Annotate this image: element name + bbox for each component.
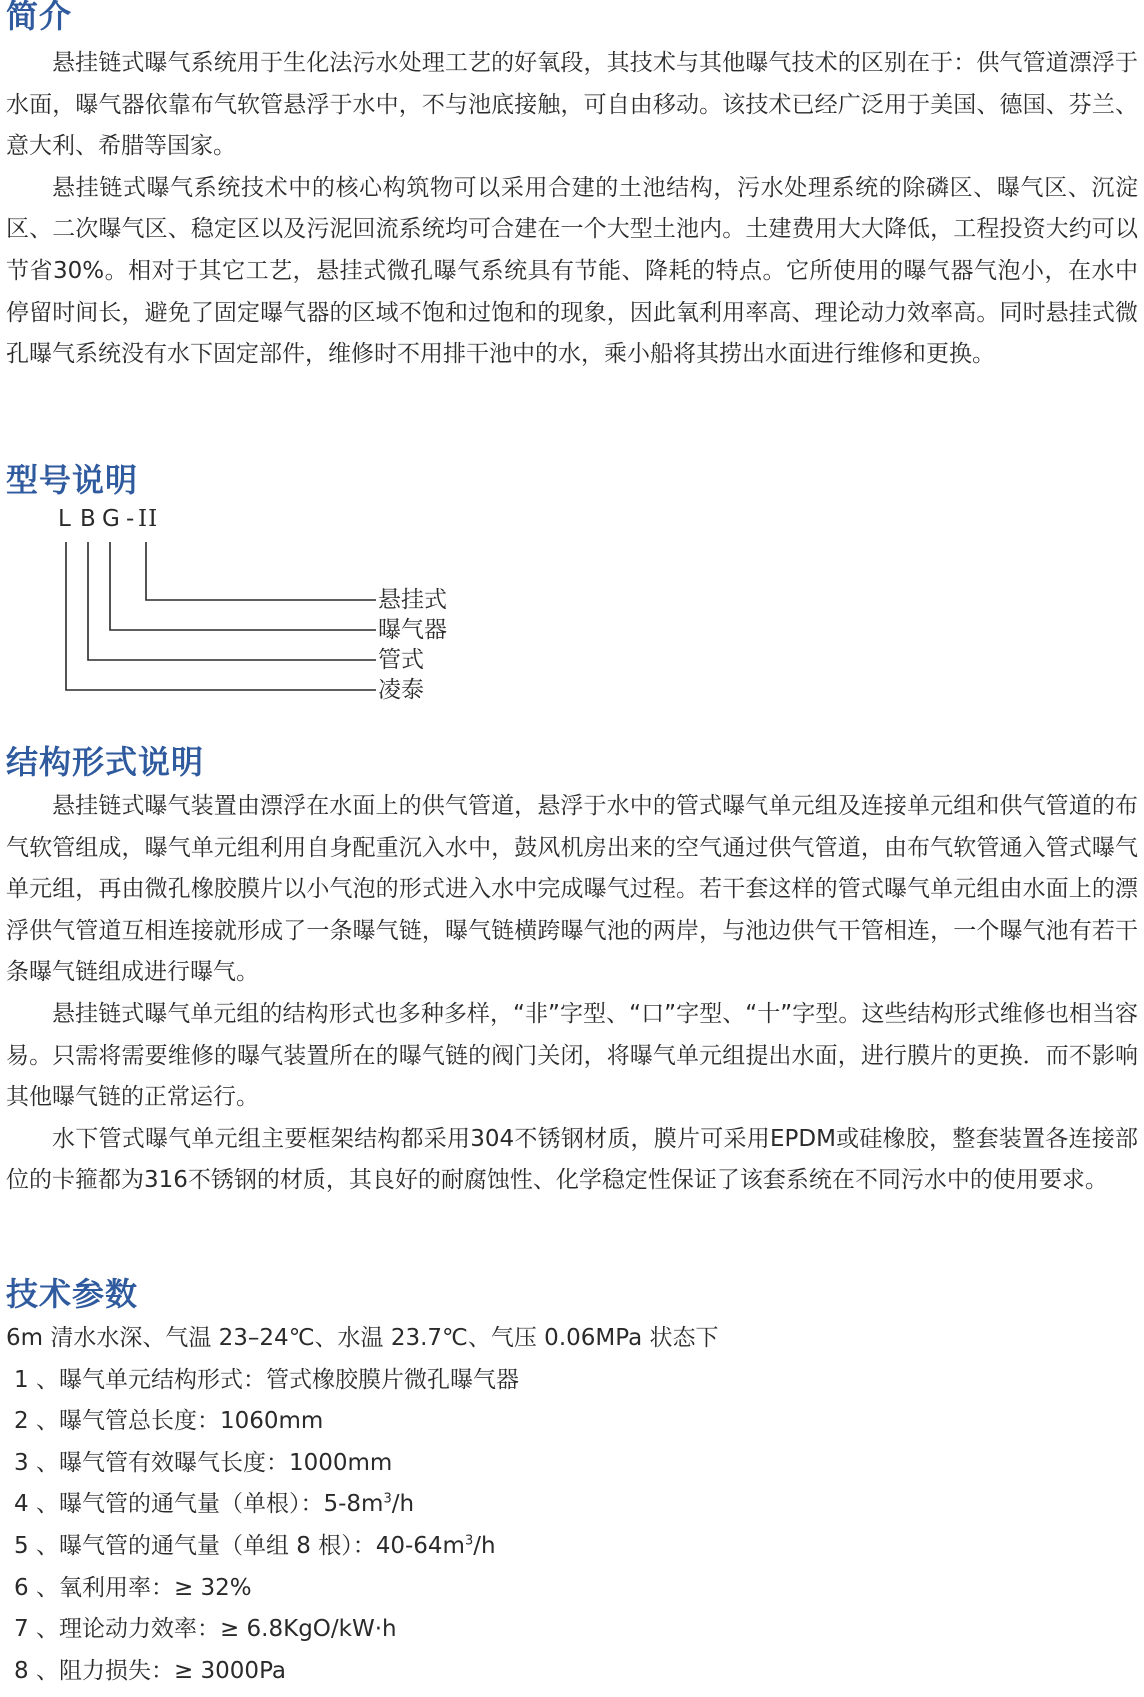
spec-item-unit-tail: /h [391,1491,415,1518]
specs-condition: 6m 清水水深、气温 23–24℃、水温 23.7℃、气压 0.06MPa 状态下 [6,1325,719,1351]
spec-item-label: 理论动力效率： [58,1616,220,1643]
structure-paragraph-1: 悬挂链式曝气装置由漂浮在水面上的供气管道，悬浮于水中的管式曝气单元组及连接单元组和供气管道的布气软管组成，曝气单元组利用自身配重沉入水中，鼓风机房出来的空气通过供气管道，由布气软管通入管式曝气单元组，再由微孔橡胶膜片以小气泡的形式进入水中完成曝气过程。若干套这样的管式曝气单元组由水面上的漂浮供气管道互相连接就形成了一条曝气链，曝气链横跨曝气池的两岸，与池边供气干管相连，一个曝气池有若干条曝气链组成进行曝气。 [6,793,1138,986]
spec-item-separator: 、 [28,1491,59,1518]
spec-item-separator: 、 [28,1449,59,1476]
spec-item-label: 曝气管总长度： [58,1408,220,1435]
spec-item-number: 2 [14,1408,29,1435]
section-title-model: 型号说明 [6,461,139,499]
section-intro [6,0,1138,376]
leader-line-suspended [146,542,376,600]
spec-item-number: 5 [14,1532,29,1559]
leader-line-aerator [110,542,376,630]
model-label-brand: 凌泰 [378,677,424,703]
spec-item-label: 曝气管的通气量（单组 8 根）： [58,1532,376,1559]
spec-item-value: 5-8m [323,1491,384,1518]
section-title-structure: 结构形式说明 [6,743,205,781]
spec-item [6,1443,1138,1485]
spec-item-separator: 、 [28,1366,59,1393]
spec-item-number: 6 [14,1574,29,1601]
spec-item-value: 1060mm [219,1408,324,1435]
spec-item-separator: 、 [28,1574,59,1601]
spec-item-separator: 、 [28,1408,59,1435]
spec-item-separator: 、 [28,1616,59,1643]
spec-item-label: 阻力损失： [58,1657,174,1684]
structure-paragraph-2: 悬挂链式曝气单元组的结构形式也多种多样，“非”字型、“口”字型、“十”字型。这些结构形式维修也相当容易。只需将需要维修的曝气装置所在的曝气链的阀门关闭，将曝气单元组提出水面，进行膜片的更换．而不影响其他曝气链的正常运行。 [6,1000,1138,1111]
model-code-letter-b: B [80,506,98,532]
spec-item-value: ≥ 32% [173,1574,252,1601]
spec-item [6,1651,1138,1693]
model-code-letter-l: L [58,506,73,532]
spec-item-separator: 、 [28,1657,59,1684]
section-specs [6,1274,1138,1692]
model-label-suspended: 悬挂式 [378,587,447,613]
leader-line-tube [88,542,376,660]
spec-list [6,1360,1138,1693]
spec-item [6,1401,1138,1443]
intro-paragraph-1: 悬挂链式曝气系统用于生化法污水处理工艺的好氧段，其技术与其他曝气技术的区别在于：供气管道漂浮于水面，曝气器依靠布气软管悬浮于水中，不与池底接触，可自由移动。该技术已经广泛用于美国、德国、芬兰、意大利、希腊等国家。 [6,50,1138,160]
spec-item-value: ≥ 3000Pa [173,1657,286,1684]
spec-item-label: 曝气管的通气量（单根）： [58,1491,324,1518]
spec-item [6,1568,1138,1610]
spec-item-number: 8 [14,1657,29,1684]
section-title-specs: 技术参数 [6,1275,139,1313]
spec-item-separator: 、 [28,1532,59,1559]
spec-item-number: 4 [14,1491,29,1518]
spec-item-number: 1 [14,1366,29,1393]
model-leader-lines [6,502,606,692]
intro-paragraph-2: 悬挂链式曝气系统技术中的核心构筑物可以采用合建的土池结构，污水处理系统的除磷区、曝气区、沉淀区、二次曝气区、稳定区以及污泥回流系统均可合建在一个大型土池内。土建费用大大降低，工程投资大约可以节省30%。相对于其它工艺，悬挂式微孔曝气系统具有节能、降耗的特点。它所使用的曝气器气泡小，在水中停留时间长，避免了固定曝气器的区域不饱和过饱和的现象，因此氧利用率高、理论动力效率高。同时悬挂式微孔曝气系统没有水下固定部件，维修时不用排干池中的水，乘小船将其捞出水面进行维修和更换。 [6,174,1138,368]
spec-item [6,1609,1138,1651]
spec-item-label: 氧利用率： [58,1574,174,1601]
spec-item [6,1526,1138,1568]
model-code-dash: - [126,506,137,532]
section-model [6,460,1138,703]
spec-item-unit-exponent: 3 [383,1491,392,1507]
spec-item [6,1360,1138,1402]
model-label-tube: 管式 [378,647,424,673]
spec-item-label: 曝气管有效曝气长度： [58,1449,289,1476]
spec-item-value: 管式橡胶膜片微孔曝气器 [265,1366,519,1393]
section-title-intro: 简介 [6,0,73,35]
structure-paragraph-3: 水下管式曝气单元组主要框架结构都采用304不锈钢材质，膜片可采用EPDM或硅橡胶，整套装置各连接部位的卡箍都为316不锈钢的材质，其良好的耐腐蚀性、化学稳定性保证了该套系统在不同污水中的使用要求。 [6,1125,1138,1194]
spec-item-unit-exponent: 3 [464,1533,474,1549]
model-diagram [6,502,606,703]
section-structure [6,742,1138,1202]
model-code-roman: II [138,506,159,532]
spec-item-value: ≥ 6.8KgO/kW·h [219,1616,397,1643]
spec-item-number: 3 [14,1449,29,1476]
model-label-aerator: 曝气器 [378,617,447,643]
spec-item-label: 曝气单元结构形式： [58,1366,266,1393]
spec-item-number: 7 [14,1616,29,1643]
spec-item-unit-tail: /h [473,1532,496,1559]
spec-item [6,1484,1138,1526]
leader-line-brand [66,542,376,690]
spec-item-value: 40-64m [375,1532,465,1559]
model-code-letter-g: G [102,506,122,532]
spec-item-value: 1000mm [288,1449,393,1476]
